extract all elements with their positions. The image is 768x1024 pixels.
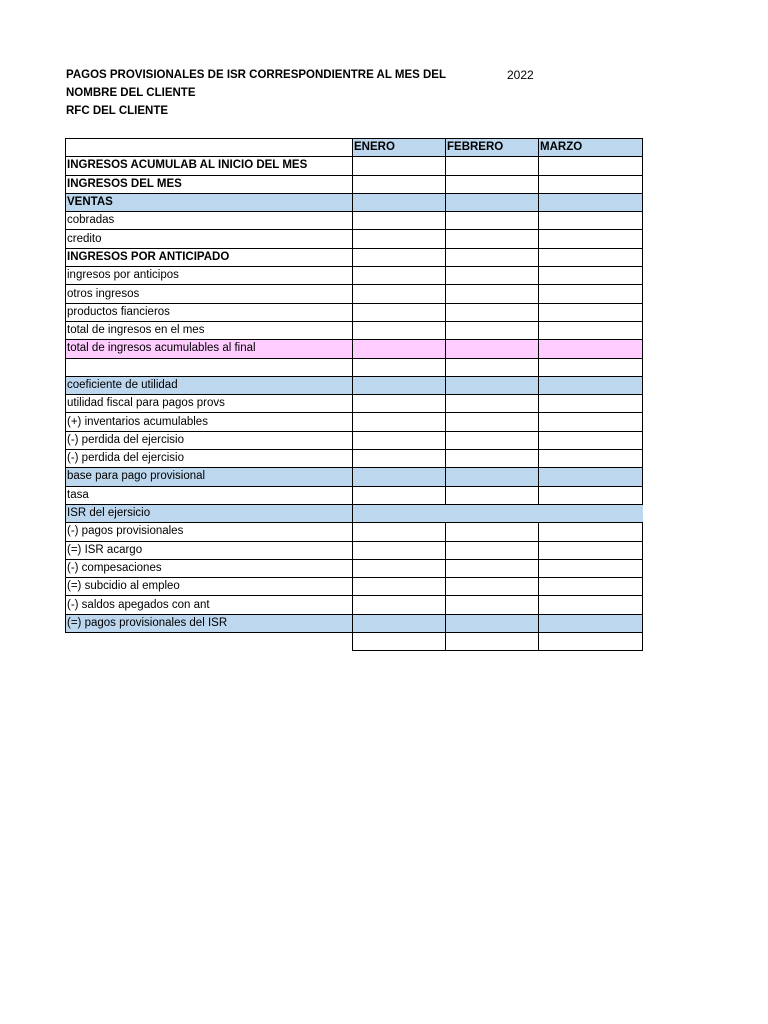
value-cell[interactable] xyxy=(353,486,446,504)
value-cell[interactable] xyxy=(353,303,446,321)
value-cell[interactable] xyxy=(446,248,539,266)
row-label: (+) inventarios acumulables xyxy=(66,413,353,431)
value-cell[interactable] xyxy=(446,413,539,431)
row-label: productos fiancieros xyxy=(66,303,353,321)
value-cell[interactable] xyxy=(446,468,539,486)
value-cell[interactable] xyxy=(539,248,643,266)
value-cell[interactable] xyxy=(353,358,446,376)
table-row xyxy=(66,340,643,358)
value-cell[interactable] xyxy=(539,230,643,248)
row-label xyxy=(66,358,353,376)
table-row xyxy=(66,541,643,559)
value-cell[interactable] xyxy=(539,486,643,504)
row-label: (=) ISR acargo xyxy=(66,541,353,559)
value-cell[interactable] xyxy=(353,523,446,541)
value-cell[interactable] xyxy=(539,596,643,614)
value-cell[interactable] xyxy=(353,633,446,651)
table-row xyxy=(66,633,643,651)
value-cell[interactable] xyxy=(539,450,643,468)
value-cell[interactable] xyxy=(539,157,643,175)
row-label: (-) pagos provisionales xyxy=(66,523,353,541)
value-cell[interactable] xyxy=(539,212,643,230)
table-row xyxy=(66,431,643,449)
row-label: otros ingresos xyxy=(66,285,353,303)
row-label: (=) subcidio al empleo xyxy=(66,578,353,596)
value-cell[interactable] xyxy=(539,541,643,559)
value-cell[interactable] xyxy=(539,340,643,358)
value-cell[interactable] xyxy=(446,212,539,230)
table-row xyxy=(66,504,643,522)
table-row xyxy=(66,450,643,468)
document-header xyxy=(66,66,446,120)
value-cell[interactable] xyxy=(446,395,539,413)
value-cell[interactable] xyxy=(539,468,643,486)
row-label: ISR del ejersicio xyxy=(66,504,353,522)
table-row xyxy=(66,413,643,431)
table-row xyxy=(66,212,643,230)
value-cell[interactable] xyxy=(539,285,643,303)
value-cell[interactable] xyxy=(539,303,643,321)
value-cell[interactable] xyxy=(353,596,446,614)
table-row xyxy=(66,230,643,248)
value-cell[interactable] xyxy=(446,157,539,175)
value-cell[interactable] xyxy=(446,321,539,339)
row-label: ingresos por anticipos xyxy=(66,267,353,285)
column-header-marzo: MARZO xyxy=(539,139,643,157)
value-cell[interactable] xyxy=(353,248,446,266)
value-cell[interactable] xyxy=(446,175,539,193)
row-label: (-) compesaciones xyxy=(66,559,353,577)
value-cell[interactable] xyxy=(446,376,539,394)
value-cell[interactable] xyxy=(353,340,446,358)
table-row xyxy=(66,376,643,394)
value-cell[interactable] xyxy=(446,450,539,468)
value-cell[interactable] xyxy=(539,633,643,651)
value-cell[interactable] xyxy=(446,431,539,449)
value-cell[interactable] xyxy=(539,395,643,413)
value-cell[interactable] xyxy=(446,358,539,376)
value-cell[interactable] xyxy=(446,559,539,577)
row-label xyxy=(66,633,353,651)
value-cell[interactable] xyxy=(539,431,643,449)
value-cell[interactable] xyxy=(353,157,446,175)
table-row xyxy=(66,596,643,614)
value-cell[interactable] xyxy=(446,340,539,358)
value-cell[interactable] xyxy=(353,230,446,248)
value-cell[interactable] xyxy=(353,614,446,632)
value-cell[interactable] xyxy=(539,358,643,376)
client-rfc: RFC DEL CLIENTE xyxy=(66,105,169,117)
report-year: 2022 xyxy=(507,68,534,82)
table-row xyxy=(66,248,643,266)
column-header-febrero: FEBRERO xyxy=(446,139,539,157)
table-row xyxy=(66,157,643,175)
value-cell[interactable] xyxy=(446,267,539,285)
row-label: base para pago provisional xyxy=(66,468,353,486)
value-cell[interactable] xyxy=(539,578,643,596)
column-header-enero: ENERO xyxy=(353,139,446,157)
table-row xyxy=(66,395,643,413)
value-cell[interactable] xyxy=(446,230,539,248)
row-label: total de ingresos en el mes xyxy=(66,321,353,339)
table-row xyxy=(66,175,643,193)
table-row xyxy=(66,321,643,339)
row-label: INGRESOS POR ANTICIPADO xyxy=(66,248,353,266)
value-cell[interactable] xyxy=(446,303,539,321)
row-label: (-) saldos apegados con ant xyxy=(66,596,353,614)
value-cell[interactable] xyxy=(539,413,643,431)
value-cell[interactable] xyxy=(353,431,446,449)
row-label: (=) pagos provisionales del ISR xyxy=(66,614,353,632)
table-row xyxy=(66,614,643,632)
row-label: coeficiente de utilidad xyxy=(66,376,353,394)
table-row xyxy=(66,285,643,303)
value-cell[interactable] xyxy=(539,193,643,211)
value-cell[interactable] xyxy=(353,450,446,468)
column-header-row xyxy=(66,139,643,157)
value-cell[interactable] xyxy=(446,596,539,614)
value-cell[interactable] xyxy=(353,285,446,303)
row-label: (-) perdida del ejercisio xyxy=(66,450,353,468)
report-title: PAGOS PROVISIONALES DE ISR CORRESPONDIENTRE AL MES DEL xyxy=(66,69,446,81)
value-cell-merged[interactable] xyxy=(353,504,643,522)
value-cell[interactable] xyxy=(353,541,446,559)
value-cell[interactable] xyxy=(539,175,643,193)
table-row xyxy=(66,303,643,321)
table-row xyxy=(66,193,643,211)
value-cell[interactable] xyxy=(353,193,446,211)
label-column-header xyxy=(66,139,353,157)
value-cell[interactable] xyxy=(353,175,446,193)
row-label: tasa xyxy=(66,486,353,504)
value-cell[interactable] xyxy=(353,376,446,394)
table-row xyxy=(66,578,643,596)
client-name: NOMBRE DEL CLIENTE xyxy=(66,87,196,99)
value-cell[interactable] xyxy=(539,321,643,339)
value-cell[interactable] xyxy=(446,614,539,632)
row-label: cobradas xyxy=(66,212,353,230)
value-cell[interactable] xyxy=(446,523,539,541)
row-label: (-) perdida del ejercisio xyxy=(66,431,353,449)
value-cell[interactable] xyxy=(353,559,446,577)
table-row xyxy=(66,486,643,504)
row-label: INGRESOS ACUMULAB AL INICIO DEL MES xyxy=(66,157,353,175)
value-cell[interactable] xyxy=(353,267,446,285)
value-cell[interactable] xyxy=(539,559,643,577)
value-cell[interactable] xyxy=(446,285,539,303)
table-row xyxy=(66,468,643,486)
row-label: utilidad fiscal para pagos provs xyxy=(66,395,353,413)
value-cell[interactable] xyxy=(446,193,539,211)
row-label: credito xyxy=(66,230,353,248)
value-cell[interactable] xyxy=(353,413,446,431)
table-row xyxy=(66,267,643,285)
row-label: total de ingresos acumulables al final xyxy=(66,340,353,358)
value-cell[interactable] xyxy=(353,395,446,413)
value-cell[interactable] xyxy=(539,523,643,541)
table-row xyxy=(66,559,643,577)
value-cell[interactable] xyxy=(446,486,539,504)
table-row xyxy=(66,523,643,541)
row-label: INGRESOS DEL MES xyxy=(66,175,353,193)
value-cell[interactable] xyxy=(539,376,643,394)
value-cell[interactable] xyxy=(353,578,446,596)
value-cell[interactable] xyxy=(353,468,446,486)
isr-spreadsheet xyxy=(65,138,643,651)
row-label: VENTAS xyxy=(66,193,353,211)
value-cell[interactable] xyxy=(539,267,643,285)
value-cell[interactable] xyxy=(539,614,643,632)
value-cell[interactable] xyxy=(353,321,446,339)
value-cell[interactable] xyxy=(353,212,446,230)
table-row xyxy=(66,358,643,376)
value-cell[interactable] xyxy=(446,633,539,651)
value-cell[interactable] xyxy=(446,578,539,596)
value-cell[interactable] xyxy=(446,541,539,559)
